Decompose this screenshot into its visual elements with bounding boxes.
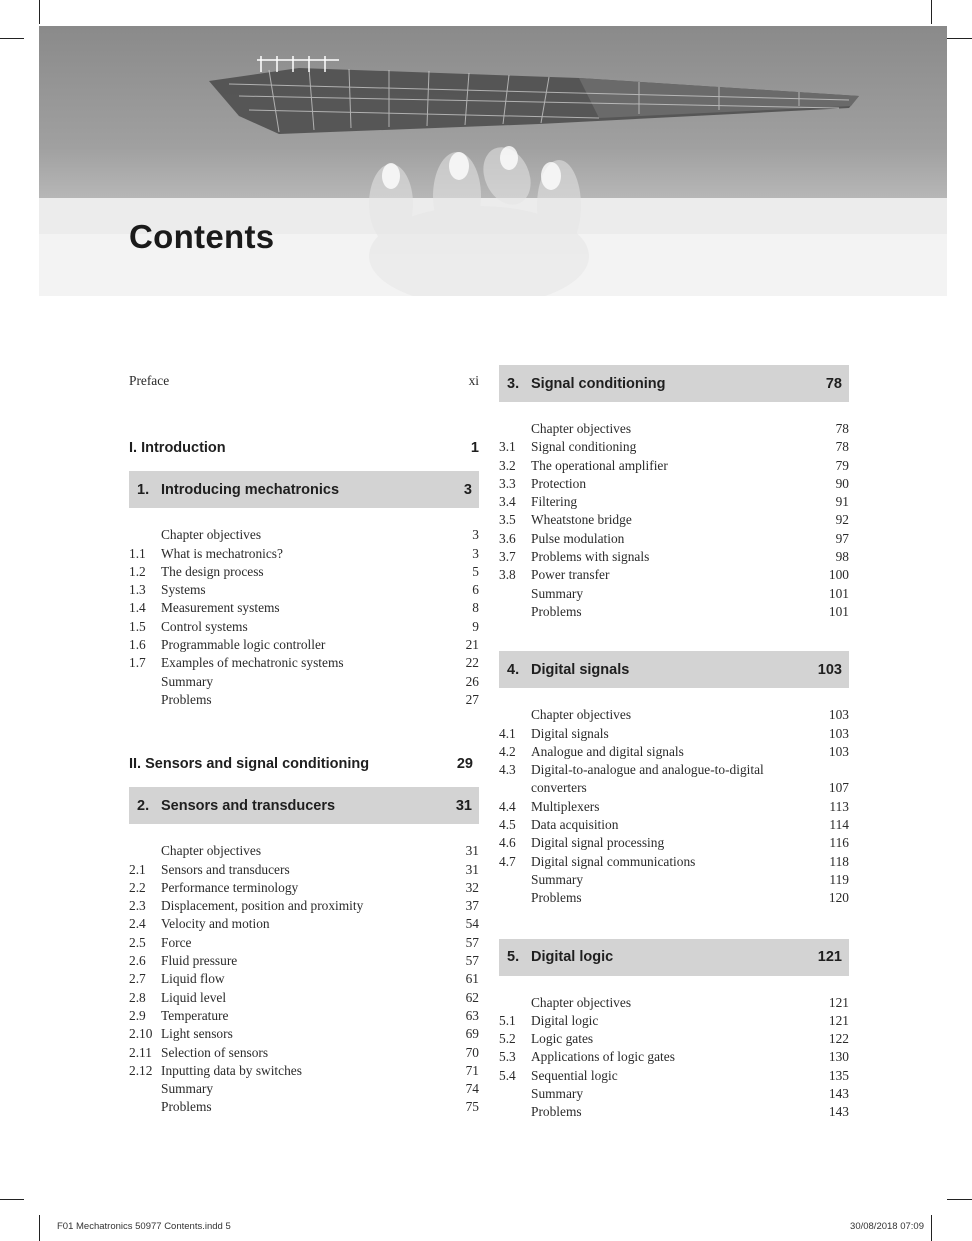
- toc-entry[interactable]: [499, 871, 849, 889]
- toc-entry[interactable]: [129, 581, 479, 599]
- toc-entry-page: 116: [829, 835, 849, 851]
- toc-entry-page: 91: [835, 494, 849, 510]
- toc-entry[interactable]: [499, 889, 849, 907]
- toc-entry-number: 2.12: [129, 1062, 153, 1078]
- part-page: 1: [470, 440, 479, 457]
- toc-entry[interactable]: [129, 599, 479, 617]
- crop-mark: [931, 0, 932, 24]
- toc-entry[interactable]: [499, 834, 849, 852]
- toc-entry-title: Logic gates: [531, 1031, 594, 1047]
- toc-entry-number: 2.8: [129, 989, 146, 1005]
- toc-entry-title: Digital-to-analogue and analogue-to-digital: [531, 762, 764, 778]
- toc-entry[interactable]: [499, 420, 849, 438]
- toc-entry-title: Sequential logic: [531, 1067, 618, 1083]
- toc-entry-number: 3.2: [499, 457, 516, 473]
- toc-entry-title: Digital signal communications: [531, 853, 696, 869]
- toc-entry-page: 78: [835, 439, 849, 455]
- toc-entry[interactable]: [129, 842, 479, 860]
- toc-entry-title: Liquid flow: [161, 971, 225, 987]
- chapter-title: Signal conditioning: [531, 375, 666, 392]
- toc-entry-number: 4.6: [499, 835, 516, 851]
- toc-entry-title: Wheatstone bridge: [531, 512, 632, 528]
- toc-entry-title: Chapter objectives: [531, 707, 632, 723]
- toc-entry-page: 79: [835, 457, 849, 473]
- chapter-title: Introducing mechatronics: [161, 481, 340, 498]
- toc-entry[interactable]: [499, 566, 849, 584]
- chapter-number: 3.: [507, 375, 520, 392]
- toc-entry-page: 26: [465, 673, 479, 689]
- toc-entry-number: 4.7: [499, 853, 516, 869]
- page-title: Contents: [129, 218, 275, 255]
- chapter-number: 1.: [137, 481, 150, 498]
- toc-entry-title: Summary: [161, 1081, 214, 1097]
- toc-entry-title: Applications of logic gates: [531, 1049, 675, 1065]
- toc-entry-number: 3.4: [499, 494, 516, 510]
- toc-entry[interactable]: [499, 779, 849, 797]
- toc-entry-title: Velocity and motion: [161, 916, 270, 932]
- toc-entry-page: 103: [828, 743, 849, 759]
- part-page: 29: [456, 756, 473, 773]
- chapter-3-entries: [499, 420, 849, 621]
- toc-row-preface[interactable]: [129, 372, 479, 390]
- toc-entry-title: Sensors and transducers: [161, 861, 290, 877]
- toc-entry-number: 2.4: [129, 916, 146, 932]
- toc-entry-page: 100: [828, 567, 849, 583]
- toc-entry-page: 69: [465, 1026, 479, 1042]
- toc-entry-page: 32: [465, 879, 479, 895]
- toc-entry-number: 1.3: [129, 582, 146, 598]
- toc-entry[interactable]: [129, 1098, 479, 1116]
- toc-entry-page: 103: [828, 725, 849, 741]
- toc-entry-page: 101: [828, 603, 849, 619]
- toc-entry-title: Summary: [531, 1086, 584, 1102]
- toc-entry-page: 143: [828, 1104, 849, 1120]
- toc-entry-page: 61: [465, 971, 479, 987]
- toc-entry-title: Summary: [531, 871, 584, 887]
- toc-entry-number: 3.8: [499, 567, 516, 583]
- toc-entry[interactable]: [129, 1062, 479, 1080]
- toc-entry[interactable]: [499, 798, 849, 816]
- toc-entry-title: Preface: [129, 373, 170, 388]
- toc-entry[interactable]: [129, 1080, 479, 1098]
- toc-entry[interactable]: [499, 457, 849, 475]
- toc-entry-title: Summary: [531, 585, 584, 601]
- toc-entry[interactable]: [499, 994, 849, 1012]
- toc-entry[interactable]: [129, 879, 479, 897]
- toc-entry-title: What is mechatronics?: [161, 545, 283, 561]
- crop-mark: [931, 1215, 932, 1241]
- toc-entry-title: Summary: [161, 673, 214, 689]
- toc-entry-page: 78: [835, 421, 849, 436]
- toc-entry-title: Problems: [531, 603, 582, 619]
- toc-entry-page: 8: [472, 600, 479, 616]
- toc-entry-page: 103: [828, 707, 849, 723]
- toc-entry-number: 2.1: [129, 861, 146, 877]
- toc-entry-page: 21: [465, 637, 479, 653]
- toc-entry-page: 62: [465, 989, 479, 1005]
- toc-entry[interactable]: [129, 673, 479, 691]
- toc-entry-page: 121: [828, 994, 849, 1010]
- crop-mark: [0, 1199, 24, 1200]
- toc-entry-page: 54: [465, 916, 479, 932]
- toc-entry[interactable]: [499, 493, 849, 511]
- toc-entry-page: 3: [472, 545, 479, 561]
- toc-entry-title: Force: [161, 934, 192, 950]
- toc-entry-title: Liquid level: [161, 989, 227, 1005]
- chapter-number: 2.: [137, 797, 150, 814]
- toc-entry-number: 2.7: [129, 971, 146, 987]
- toc-entry-page: 63: [465, 1007, 479, 1023]
- toc-entry[interactable]: [129, 691, 479, 709]
- toc-entry-title: The design process: [161, 563, 264, 579]
- toc-entry-page: 5: [472, 563, 479, 579]
- toc-entry-title: Analogue and digital signals: [531, 743, 684, 759]
- toc-entry-title: Inputting data by switches: [161, 1062, 302, 1078]
- chapter-page: 3: [463, 481, 472, 498]
- toc-entry-page: 31: [465, 843, 479, 859]
- toc-entry-page: 135: [828, 1067, 849, 1083]
- toc-entry[interactable]: [129, 915, 479, 933]
- toc-entry-page: 98: [835, 549, 849, 565]
- toc-entry[interactable]: [129, 545, 479, 563]
- toc-entry-title: Filtering: [531, 494, 578, 510]
- crop-mark: [0, 38, 24, 39]
- toc-entry-title: Programmable logic controller: [161, 637, 326, 653]
- toc-entry-page: 121: [828, 1012, 849, 1028]
- toc-entry[interactable]: [129, 1025, 479, 1043]
- toc-entry-title: Systems: [161, 582, 206, 598]
- toc-entry-title: Protection: [531, 475, 587, 491]
- toc-entry-page: 3: [472, 527, 479, 543]
- toc-entry-number: 4.5: [499, 817, 516, 833]
- toc-entry-title: Pulse modulation: [531, 530, 625, 546]
- crop-mark: [947, 1199, 972, 1200]
- chapter-title: Digital signals: [531, 661, 630, 678]
- toc-entry[interactable]: [129, 970, 479, 988]
- toc-entry[interactable]: [129, 526, 479, 544]
- toc-entry-number: 5.3: [499, 1049, 516, 1065]
- toc-entry-page: 31: [465, 861, 479, 877]
- toc-entry-number: 2.11: [129, 1044, 152, 1060]
- toc-entry-number: 3.7: [499, 549, 516, 565]
- chapter-heading-3[interactable]: [499, 365, 849, 402]
- toc-entry-page: 122: [828, 1031, 849, 1047]
- toc-entry-number: 2.5: [129, 934, 146, 950]
- toc-entry-page: 37: [465, 898, 479, 914]
- toc-entry-title: Data acquisition: [531, 817, 619, 833]
- toc-entry-title: Problems: [531, 890, 582, 906]
- toc-entry-number: 1.1: [129, 545, 146, 561]
- toc-entry-number: 4.1: [499, 725, 516, 741]
- toc-entry[interactable]: [499, 1012, 849, 1030]
- toc-entry-title: Examples of mechatronic systems: [161, 655, 344, 671]
- toc-entry[interactable]: [499, 853, 849, 871]
- crop-mark: [39, 0, 40, 24]
- toc-entry-title: Selection of sensors: [161, 1044, 269, 1060]
- toc-entry-page: 9: [472, 618, 479, 634]
- toc-entry[interactable]: [499, 1048, 849, 1066]
- chapter-1-entries: [129, 526, 479, 709]
- toc-entry-page: 22: [465, 655, 479, 671]
- toc-entry-title: Digital signal processing: [531, 835, 665, 851]
- toc-entry[interactable]: [129, 636, 479, 654]
- toc-entry[interactable]: [129, 897, 479, 915]
- toc-entry-page: 70: [465, 1044, 479, 1060]
- chapter-number: 5.: [507, 949, 520, 966]
- toc-entry[interactable]: [499, 475, 849, 493]
- toc-entry[interactable]: [129, 563, 479, 581]
- crop-mark: [947, 38, 972, 39]
- toc-entry-page: 74: [465, 1081, 479, 1097]
- footer-file-info: F01 Mechatronics 50977 Contents.indd 5: [57, 1221, 231, 1232]
- toc-right-column: [499, 365, 849, 1122]
- toc-entry-title: Problems: [161, 1099, 212, 1115]
- toc-entry[interactable]: [499, 530, 849, 548]
- part-heading-1[interactable]: [129, 440, 479, 456]
- toc-entry-page: 92: [835, 512, 849, 528]
- chapter-page: 78: [825, 375, 842, 392]
- toc-entry-title: Problems: [531, 1104, 582, 1120]
- chapter-page: 121: [817, 949, 842, 966]
- toc-entry[interactable]: [499, 816, 849, 834]
- toc-entry-page: 97: [835, 530, 849, 546]
- toc-entry-number: 1.2: [129, 563, 146, 579]
- toc-entry-page: 101: [828, 585, 849, 601]
- toc-entry-number: 3.6: [499, 530, 516, 546]
- toc-entry-title: Chapter objectives: [161, 843, 262, 859]
- toc-entry-page: 119: [829, 871, 849, 887]
- toc-entry-number: 3.1: [499, 439, 516, 455]
- crop-mark: [39, 1215, 40, 1241]
- footer-timestamp: 30/08/2018 07:09: [850, 1221, 924, 1232]
- toc-entry-page: 57: [465, 953, 479, 969]
- toc-entry-number: 2.3: [129, 898, 146, 914]
- toc-entry-number: 5.4: [499, 1067, 516, 1083]
- toc-entry[interactable]: [129, 618, 479, 636]
- toc-entry-number: 4.2: [499, 743, 516, 759]
- toc-entry-page: 114: [829, 817, 849, 833]
- toc-entry-title: Displacement, position and proximity: [161, 898, 364, 914]
- chapter-heading-1[interactable]: [129, 471, 479, 508]
- chapter-heading-4[interactable]: [499, 651, 849, 688]
- toc-entry-number: 2.6: [129, 953, 146, 969]
- toc-entry[interactable]: [499, 511, 849, 529]
- toc-entry-number: 4.4: [499, 798, 516, 814]
- toc-entry[interactable]: [499, 725, 849, 743]
- toc-entry[interactable]: [129, 861, 479, 879]
- toc-entry-title: Light sensors: [161, 1026, 233, 1042]
- toc-entry-page: 75: [465, 1099, 479, 1115]
- chapter-title: Digital logic: [531, 949, 614, 966]
- chapter-4-entries: [499, 706, 849, 907]
- toc-entry-number: 2.10: [129, 1026, 153, 1042]
- toc-entry-title: Chapter objectives: [531, 994, 632, 1010]
- toc-entry-page: 130: [828, 1049, 849, 1065]
- toc-entry[interactable]: [499, 548, 849, 566]
- toc-entry-title: Performance terminology: [161, 879, 299, 895]
- toc-entry[interactable]: [129, 934, 479, 952]
- part-heading-2[interactable]: [129, 756, 479, 772]
- toc-entry-title: Measurement systems: [161, 600, 280, 616]
- toc-entry[interactable]: [129, 654, 479, 672]
- toc-entry-page: 6: [472, 582, 479, 598]
- toc-entry-number: 1.7: [129, 655, 146, 671]
- toc-entry-title: Temperature: [161, 1007, 229, 1023]
- toc-entry-number: 3.3: [499, 475, 516, 491]
- toc-entry-page: 143: [828, 1086, 849, 1102]
- toc-entry-page: 120: [828, 890, 849, 906]
- toc-entry[interactable]: [499, 761, 849, 779]
- toc-entry-title: Chapter objectives: [531, 421, 632, 436]
- toc-entry-page: 71: [465, 1062, 479, 1078]
- toc-entry-number: 5.1: [499, 1012, 516, 1028]
- toc-entry-title: converters: [531, 780, 587, 796]
- toc-entry-title: Signal conditioning: [531, 439, 637, 455]
- toc-entry[interactable]: [499, 743, 849, 761]
- toc-entry-title: Digital logic: [531, 1012, 599, 1028]
- toc-entry[interactable]: [129, 1007, 479, 1025]
- toc-entry[interactable]: [129, 989, 479, 1007]
- toc-entry-title: Chapter objectives: [161, 527, 262, 543]
- toc-entry-page: 57: [465, 934, 479, 950]
- toc-entry-page: 113: [829, 798, 849, 814]
- toc-entry-number: 5.2: [499, 1031, 516, 1047]
- toc-entry[interactable]: [499, 1030, 849, 1048]
- toc-left-column: [129, 368, 479, 1117]
- toc-entry-number: 4.3: [499, 762, 516, 778]
- toc-entry-page: 118: [829, 853, 849, 869]
- toc-entry-title: Digital signals: [531, 725, 609, 741]
- toc-entry[interactable]: [129, 1044, 479, 1062]
- chapter-page: 31: [455, 797, 472, 814]
- toc-entry-title: Problems with signals: [531, 549, 650, 565]
- toc-entry-number: 1.6: [129, 637, 146, 653]
- toc-entry-number: 3.5: [499, 512, 516, 528]
- toc-entry[interactable]: [499, 1067, 849, 1085]
- chapter-5-entries: [499, 994, 849, 1122]
- toc-entry-page: 27: [465, 691, 479, 707]
- toc-entry-number: 1.5: [129, 618, 146, 634]
- toc-entry[interactable]: [499, 438, 849, 456]
- toc-entry-title: Multiplexers: [531, 798, 600, 814]
- chapter-2-entries: [129, 842, 479, 1116]
- chapter-heading-5[interactable]: [499, 939, 849, 976]
- toc-entry[interactable]: [499, 1085, 849, 1103]
- toc-entry-title: Control systems: [161, 618, 248, 634]
- toc-entry-title: Fluid pressure: [161, 953, 238, 969]
- toc-entry-number: 2.9: [129, 1007, 146, 1023]
- toc-entry-title: The operational amplifier: [531, 457, 668, 473]
- toc-entry[interactable]: [499, 1103, 849, 1121]
- toc-entry-title: Power transfer: [531, 567, 610, 583]
- part-title: II. Sensors and signal conditioning: [129, 756, 370, 773]
- part-title: I. Introduction: [129, 440, 226, 457]
- toc-entry-page: xi: [468, 373, 479, 388]
- chapter-number: 4.: [507, 661, 520, 678]
- toc-entry-number: 2.2: [129, 879, 146, 895]
- toc-entry-page: 90: [835, 475, 849, 491]
- toc-entry-number: 1.4: [129, 600, 146, 616]
- toc-entry[interactable]: [499, 585, 849, 603]
- toc-entry[interactable]: [499, 706, 849, 724]
- toc-entry-page: 107: [828, 780, 849, 796]
- chapter-heading-2[interactable]: [129, 787, 479, 824]
- toc-entry-title: Problems: [161, 691, 212, 707]
- toc-entry[interactable]: [129, 952, 479, 970]
- chapter-page: 103: [817, 661, 842, 678]
- chapter-title: Sensors and transducers: [161, 797, 336, 814]
- toc-entry[interactable]: [499, 603, 849, 621]
